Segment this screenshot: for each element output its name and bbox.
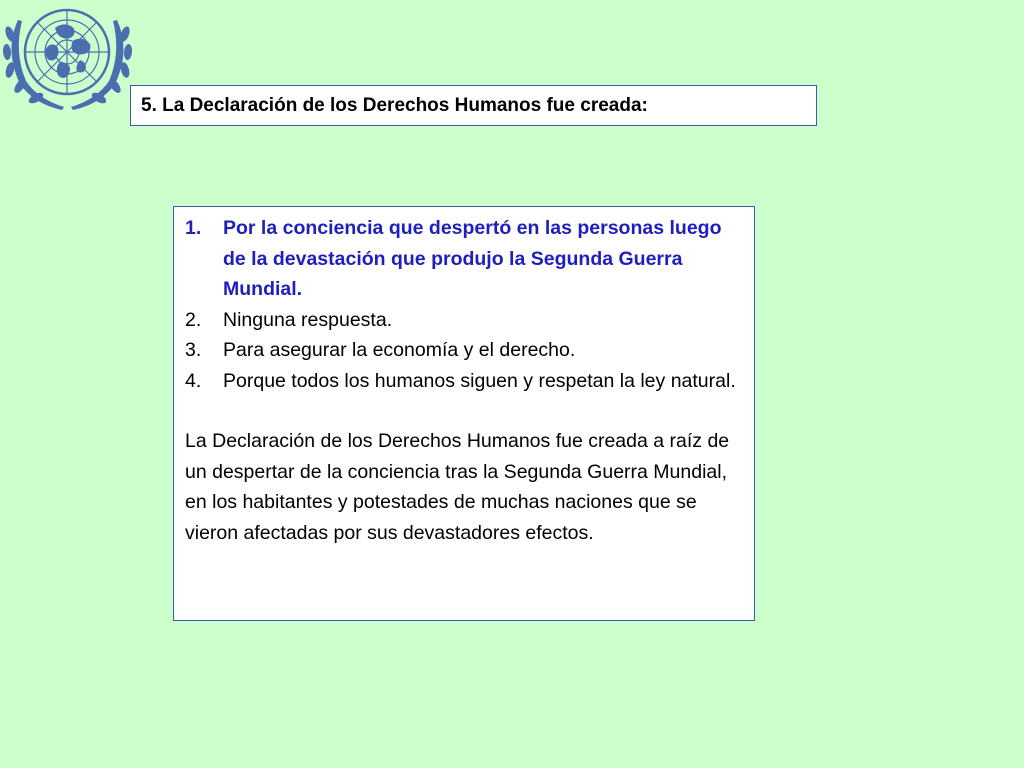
answer-number: 3. xyxy=(185,339,202,361)
answer-text: Ninguna respuesta. xyxy=(223,308,393,331)
question-box xyxy=(130,85,817,126)
answer-option-1 xyxy=(185,213,740,305)
answer-box xyxy=(173,206,755,621)
answer-list xyxy=(185,213,740,396)
answer-number: 2. xyxy=(185,308,202,331)
answer-option-4 xyxy=(185,366,740,397)
answer-number: 1. xyxy=(185,217,202,239)
answer-text: Porque todos los humanos siguen y respetan la ley natural. xyxy=(223,369,736,392)
explanation-text: La Declaración de los Derechos Humanos fue creada a raíz de un despertar de la conciencia tras la Segunda Guerra Mundial, en los habitantes y potestades de muchas naciones que se vieron afectadas por sus devastadores efectos. xyxy=(185,430,730,544)
un-emblem-icon xyxy=(0,0,135,118)
answer-option-2 xyxy=(185,305,740,336)
answer-number: 4. xyxy=(185,369,202,392)
answer-text: Para asegurar la economía y el derecho. xyxy=(223,339,576,361)
answer-option-3 xyxy=(185,335,740,366)
question-text: 5. La Declaración de los Derechos Humanos fue creada: xyxy=(141,95,648,116)
answer-text: Por la conciencia que despertó en las personas luego de la devastación que produjo la Segunda Guerra Mundial. xyxy=(223,217,722,300)
